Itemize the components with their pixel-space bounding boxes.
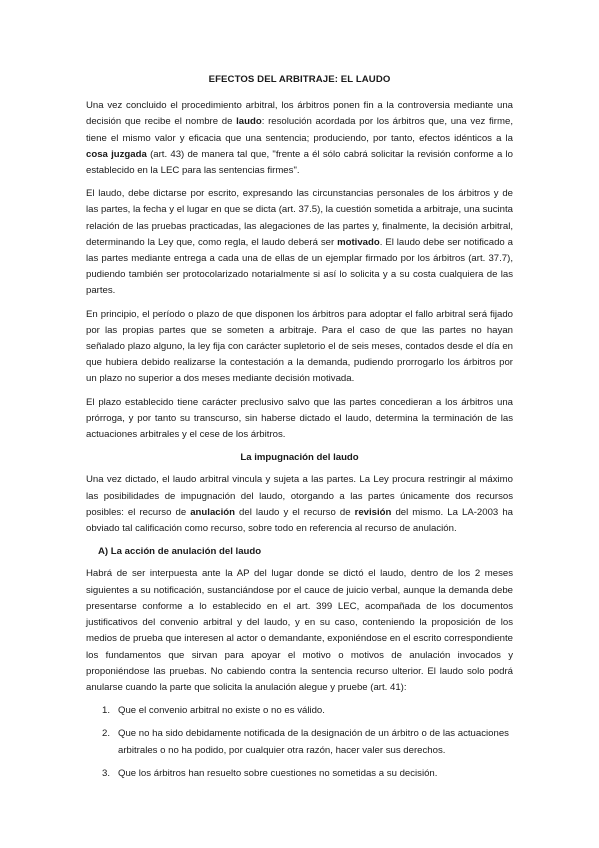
paragraph-6: Habrá de ser interpuesta ante la AP del lugar donde se dictó el laudo, dentro de los 2 meses siguientes a su notificación, sustanciándose por el cauce de juicio verbal, aunque la demanda debe presentarse conforme a lo establecido en el art. 399 LEC, acompañada de los documentos justificativos del convenio arbitral y del laudo, y en su caso, conteniendo la proposición de los medios de prueba que interesen al actor o demandante, exponiéndose en el escrito correspondiente los fundamentos que sirvan para apoyar el motivo o motivos de anulación invocados y proponiéndose las pruebas. No cabiendo contra la sentencia recurso ulterior. El laudo solo podrá anularse cuando la parte que solicita la anulación alegue y pruebe (art. 41): (86, 568, 513, 693)
term-laudo: laudo (236, 116, 262, 128)
document-title: EFECTOS DEL ARBITRAJE: EL LAUDO (208, 74, 391, 85)
section-heading-impugnacion: La impugnación del laudo (240, 452, 359, 464)
list-number: 1. (102, 705, 111, 717)
term-motivado: motivado (337, 236, 380, 248)
paragraph-5: Una vez dictado, el laudo arbitral vincula y sujeta a las partes. La Ley procura restringir al máximo las posibilidades de impugnación del laudo, otorgando a las partes únicamente dos recursos posibles: el recurso de anulación del laudo y el recurso de revisión del mismo. La LA-2003 ha obviado tal calificación como recurso, sobre todo en referencia al recurso de anulación. (86, 474, 513, 535)
paragraph-1: Una vez concluido el procedimiento arbitral, los árbitros ponen fin a la controversia mediante una decisión que recibe el nombre de laudo: resolución acordada por los árbitros que, una vez firme, tiene el mismo valor y eficacia que una sentencia; produciendo, por tanto, efectos idénticos a la cosa juzgada (art. 43) de manera tal que, "frente a él sólo cabrá solicitar la revisión conforme a lo establecido en la LEC para las sentencias firmes". (86, 100, 513, 177)
subsection-heading-anulacion: A) La acción de anulación del laudo (98, 546, 262, 558)
list-item (86, 703, 513, 719)
term-anulacion: anulación (190, 506, 235, 518)
list-text: Que el convenio arbitral no existe o no es válido. (118, 705, 325, 717)
term-cosa-juzgada: cosa juzgada (86, 148, 147, 160)
paragraph-4: El plazo establecido tiene carácter preclusivo salvo que las partes concedieran a los árbitros una prórroga, y por tanto su transcurso, sin haberse dictado el laudo, determina la terminación de las actuaciones arbitrales y el cese de los árbitros. (86, 396, 513, 441)
list-item (86, 766, 513, 782)
list-text: Que no ha sido debidamente notificada de la designación de un árbitro o de las actuaciones arbitrales o no ha podido, por cualquier otra razón, hacer valer sus derechos. (118, 728, 509, 756)
list-number: 2. (102, 728, 111, 740)
paragraph-2: El laudo, debe dictarse por escrito, expresando las circunstancias personales de los árbitros y de las partes, la fecha y el lugar en que se dicta (art. 37.5), la cuestión sometida a arbitraje, una sucinta relación de las pruebas practicadas, las alegaciones de las partes y, finalmente, la decisión arbitral, determinando la Ley que, como regla, el laudo deberá ser motivado. El laudo debe ser notificado a las partes mediante entrega a cada una de ellas de un ejemplar firmado por los árbitros (art. 37.7), pudiendo también ser protocolarizado notarialmente si así lo solicita y a su costa cualquiera de las partes. (86, 188, 513, 297)
list-text: Que los árbitros han resuelto sobre cuestiones no sometidas a su decisión. (118, 767, 438, 779)
paragraph-3: En principio, el período o plazo de que disponen los árbitros para adoptar el fallo arbitral será fijado por las propias partes que se someten a arbitraje. Para el caso de que las partes no hayan señalado plazo alguno, la ley fija con carácter supletorio el de seis meses, contados desde el día en que hubiera debido realizarse la contestación a la demanda, pudiendo prorrogarlo los árbitros por un plazo no superior a dos meses mediante decisión motivada. (86, 308, 513, 385)
term-revision: revisión (354, 506, 392, 518)
numbered-list (86, 703, 513, 782)
list-item (86, 726, 513, 758)
list-number: 3. (102, 767, 111, 779)
